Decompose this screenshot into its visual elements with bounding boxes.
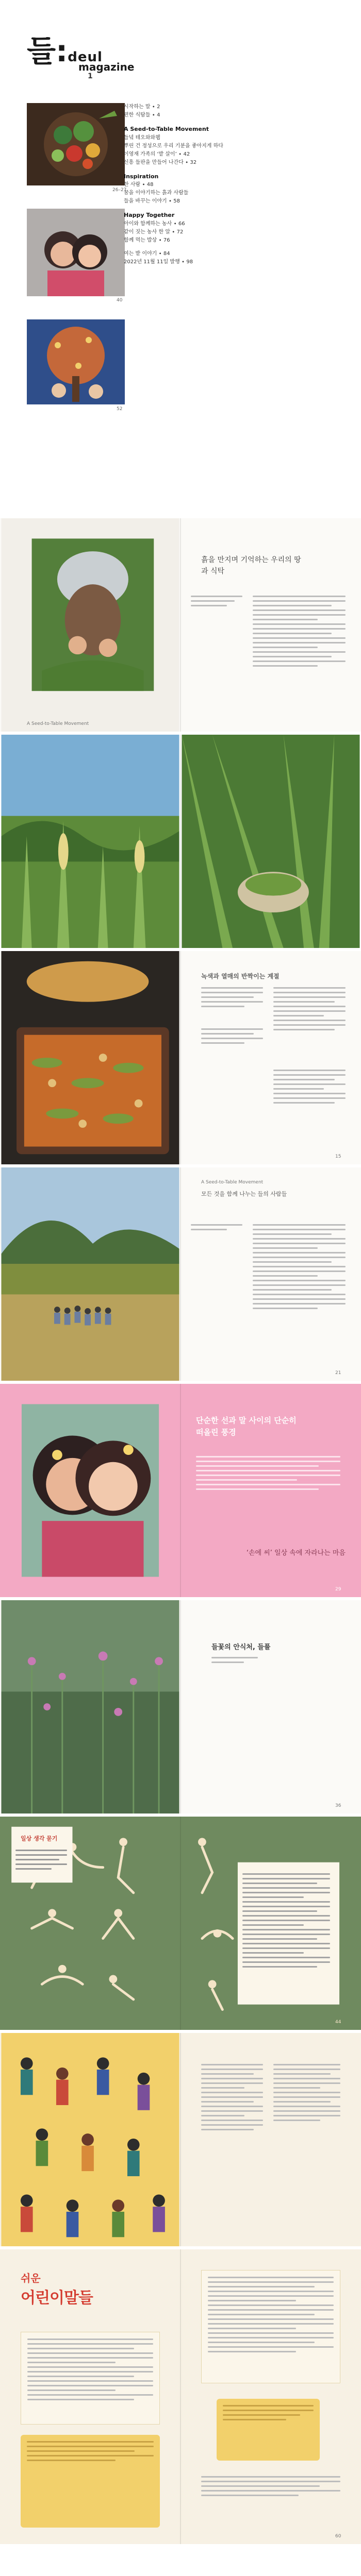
toc-item[interactable]: 신흥 들판을 만들어 나간다 ∙ 32 <box>124 159 197 165</box>
title-block <box>21 2270 160 2327</box>
article-heading: 녹색과 열매의 반짝이는 계절 <box>201 973 280 980</box>
folio-right: 60 <box>335 2534 341 2539</box>
issue-number: 1 <box>88 72 93 80</box>
article-heading: 모든 것을 함께 나누는 들의 사람들 <box>201 1191 287 1197</box>
folio-right: 44 <box>335 2020 341 2025</box>
photo-field-group <box>0 1167 180 1381</box>
folio-right: 36 <box>335 1803 341 1808</box>
folio-right: 15 <box>335 1154 341 1159</box>
thumb-page-a: 26–27 <box>112 188 127 193</box>
toc-item[interactable]: 들녘 테오와와웹 <box>124 134 160 141</box>
spread-field-people <box>0 1164 361 1381</box>
page-text-right <box>180 518 361 732</box>
toc-item[interactable]: 한 사람 ∙ 48 <box>124 182 154 188</box>
toc-spread <box>0 0 361 515</box>
page-text-right <box>180 1384 361 1597</box>
badge-label: 일상 생각 묻기 <box>17 1832 61 1844</box>
spread-cornfield <box>0 732 361 948</box>
photo-pancake-tray <box>0 951 180 1164</box>
text-box <box>21 2332 160 2425</box>
toc-item[interactable]: 같이 짓는 농사 한 알 ∙ 72 <box>124 229 184 235</box>
title-big: 어린이말들 <box>21 2289 93 2307</box>
spread-easy-words <box>0 2246 361 2544</box>
photo-harvest-hands <box>0 518 180 732</box>
toc-section-title: Inspiration <box>124 173 159 180</box>
highlight-box <box>217 2399 320 2461</box>
magazine-logo: 들:deul magazine 1 <box>27 33 135 80</box>
article-heading: 단순한 선과 말 사이의 단순히 떠올린 풍경 <box>196 1416 297 1437</box>
table-of-contents <box>124 103 289 266</box>
spread-food <box>0 948 361 1164</box>
toc-item[interactable]: 여는 밭 이야기 ∙ 84 <box>124 250 170 257</box>
folio-right: 21 <box>335 1370 341 1376</box>
photo-corn-basket <box>180 735 361 948</box>
thumb-page-c: 52 <box>117 406 123 412</box>
toc-item[interactable]: 이영재 가족의 ‘밭 살이’ ∙ 42 <box>124 151 190 157</box>
toc-intro-2[interactable]: 편한 식탐들 ∙ 4 <box>124 112 160 118</box>
toc-item[interactable]: 들을 바꾸는 이야기 ∙ 58 <box>124 198 180 205</box>
page-text-right <box>180 951 361 1164</box>
logo-english: deul <box>68 49 103 65</box>
toc-item[interactable]: 꿈을 이야기하는 흙과 사람들 <box>124 190 189 196</box>
photo-wildflowers <box>0 1600 180 1814</box>
page-text-right <box>180 2033 361 2246</box>
article-heading: 흙을 만지며 기억하는 우리의 땅과 식탁 <box>201 556 301 576</box>
spread-flowers <box>0 1597 361 1814</box>
illustration-crowd <box>0 2033 180 2246</box>
spread-yoga <box>0 1814 361 2030</box>
page-text-right <box>180 1600 361 1814</box>
toc-item[interactable]: 2022년 11월 11일 발행 ∙ 98 <box>124 259 193 265</box>
toc-intro-1[interactable]: 시작하는 말 ∙ 2 <box>124 104 160 110</box>
caption-left: A Seed-to-Table Movement <box>27 721 89 726</box>
logo-korean: 들 <box>27 33 56 69</box>
toc-item[interactable]: 함께 먹는 밥상 ∙ 76 <box>124 237 170 243</box>
folio-right: 29 <box>335 1587 341 1592</box>
spread-harvest <box>0 515 361 732</box>
page-right <box>180 2249 361 2544</box>
toc-section-title: A Seed-to-Table Movement <box>124 126 209 132</box>
section-caption: A Seed-to-Table Movement <box>201 1180 264 1185</box>
thumb-vegetables <box>27 103 125 185</box>
toc-item[interactable]: 뿌린 건 정성으로 우리 기분을 좋아지게 하다 <box>124 143 223 149</box>
thumb-illustration-tree <box>27 319 125 404</box>
note-box <box>21 2435 160 2528</box>
text-box <box>201 2270 340 2383</box>
spread-crowd <box>0 2030 361 2246</box>
toc-section-title: Happy Together <box>124 212 175 219</box>
spread-pink-illustration <box>0 1381 361 1597</box>
page-text-right <box>180 1167 361 1381</box>
illustration-two-women <box>0 1384 180 1597</box>
illustration-yoga-figures-left <box>0 1817 180 2030</box>
thumb-page-b: 40 <box>117 298 123 303</box>
pull-quote: ‘손에 씨’ 일상 속에 자라나는 마음 <box>246 1549 346 1557</box>
photo-corn-sky <box>0 735 180 948</box>
article-heading: 들꽃의 안식처, 들풀 <box>211 1643 271 1651</box>
toc-item[interactable]: 아이와 함께하는 농사 ∙ 66 <box>124 221 185 227</box>
thumb-illustration-couple <box>27 209 125 296</box>
page-left <box>0 2249 180 2544</box>
title-small: 쉬운 <box>21 2272 41 2284</box>
logo-sub: magazine <box>78 61 135 73</box>
